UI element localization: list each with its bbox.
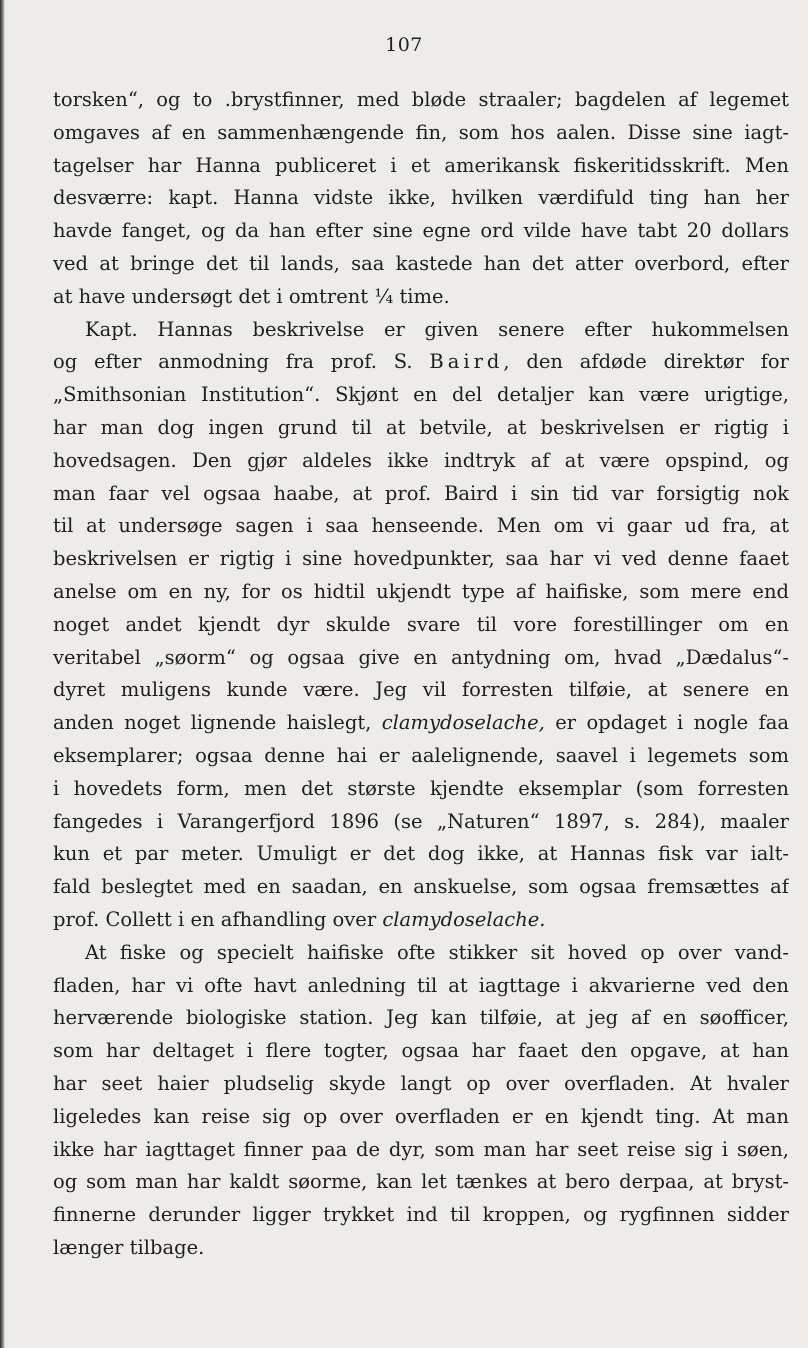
page-edge-shadow bbox=[0, 0, 5, 1348]
text-line bbox=[53, 707, 789, 740]
body-text bbox=[53, 84, 789, 1265]
text-line: beskrivelsen er rigtig i sine hovedpunkter, saa har vi ved denne faaet bbox=[53, 547, 789, 571]
text-line: og som man har kaldt søorme, kan let tænkes at bero derpaa, at bryst- bbox=[53, 1170, 789, 1194]
text-line: længer tilbage. bbox=[53, 1235, 205, 1259]
italic-term-clamydoselache: clamydoselache, bbox=[381, 711, 545, 735]
text-line: herværende biologiske station. Jeg kan tilføie, at jeg af en søofficer, bbox=[53, 1006, 789, 1030]
text-segment: , den afdøde direktør for bbox=[503, 350, 789, 374]
text-line: torsken“, og to .brystfinner, med bløde straaler; bagdelen af legemet bbox=[53, 88, 789, 111]
paragraph-start-line: At fiske og specielt haifiske ofte stikker sit hoved op over vand- bbox=[85, 940, 789, 964]
text-line: havde fanget, og da han efter sine egne ord vilde have tabt 20 dollars bbox=[53, 219, 789, 243]
text-segment: og efter anmodning fra prof. S. bbox=[53, 350, 430, 374]
text-line: omgaves af en sammenhængende fin, som hos aalen. Disse sine iagt- bbox=[53, 120, 789, 144]
text-line bbox=[53, 346, 789, 379]
text-line: fald beslegtet med en saadan, en anskuelse, som ogsaa fremsættes af bbox=[53, 875, 789, 899]
text-line: som har deltaget i flere togter, ogsaa har faaet den opgave, at han bbox=[53, 1039, 789, 1063]
page-number: 107 bbox=[385, 34, 423, 56]
text-line: kun et par meter. Umuligt er det dog ikke, at Hannas fisk var ialt- bbox=[53, 842, 789, 866]
text-line: eksemplarer; ogsaa denne hai er aalelignende, saavel i legemets som bbox=[53, 743, 789, 767]
text-line: dyret muligens kunde være. Jeg vil forresten tilføie, at senere en bbox=[53, 678, 789, 702]
text-line: hovedsagen. Den gjør aldeles ikke indtryk af at være opspind, og bbox=[53, 448, 789, 472]
text-line: i hovedets form, men det største kjendte eksemplar (som forresten bbox=[53, 776, 789, 800]
text-line: ved at bringe det til lands, saa kastede han det atter overbord, efter bbox=[53, 251, 789, 275]
text-line: man faar vel ogsaa haabe, at prof. Baird i sin tid var forsigtig nok bbox=[53, 481, 789, 505]
text-segment: anden noget lignende haislegt, bbox=[53, 711, 382, 735]
text-segment: prof. Collett i en afhandling over bbox=[53, 907, 383, 931]
text-line: „Smithsonian Institution“. Skjønt en del detaljer kan være urigtige, bbox=[53, 383, 789, 407]
text-line: har man dog ingen grund til at betvile, at beskrivelsen er rigtig i bbox=[53, 415, 789, 439]
text-line: anelse om en ny, for os hidtil ukjendt type af haifiske, som mere end bbox=[53, 579, 789, 603]
text-line: noget andet kjendt dyr skulde svare til vore forestillinger om en bbox=[53, 612, 789, 636]
text-segment: er opdaget i nogle faa bbox=[544, 711, 789, 735]
italic-term-clamydoselache: clamydoselache. bbox=[382, 907, 546, 931]
text-line: at have undersøgt det i omtrent ¼ time. bbox=[53, 284, 450, 308]
text-line: fladen, har vi ofte havt anledning til at iagttage i akvarierne ved den bbox=[53, 973, 789, 997]
text-line: desværre: kapt. Hanna vidste ikke, hvilken værdifuld ting han her bbox=[53, 186, 789, 210]
spaced-name-baird: Baird bbox=[429, 350, 504, 374]
text-line: tagelser har Hanna publiceret i et amerikansk fiskeritidsskrift. Men bbox=[53, 153, 789, 177]
text-line: fangedes i Varangerfjord 1896 (se „Naturen“ 1897, s. 284), maaler bbox=[53, 809, 789, 833]
text-line: til at undersøge sagen i saa henseende. Men om vi gaar ud fra, at bbox=[53, 514, 789, 538]
text-line bbox=[53, 904, 789, 937]
paragraph-start-line: Kapt. Hannas beskrivelse er given senere efter hukommelsen bbox=[85, 317, 789, 341]
text-line: veritabel „søorm“ og ogsaa give en antydning om, hvad „Dædalus“- bbox=[53, 645, 789, 669]
text-line: har seet haier pludselig skyde langt op over overfladen. At hvaler bbox=[53, 1071, 789, 1095]
text-line: ikke har iagttaget finner paa de dyr, som man har seet reise sig i søen, bbox=[53, 1137, 789, 1161]
text-line: finnerne derunder ligger trykket ind til kroppen, og rygfinnen sidder bbox=[53, 1203, 789, 1227]
text-line: ligeledes kan reise sig op over overfladen er en kjendt ting. At man bbox=[53, 1104, 789, 1128]
